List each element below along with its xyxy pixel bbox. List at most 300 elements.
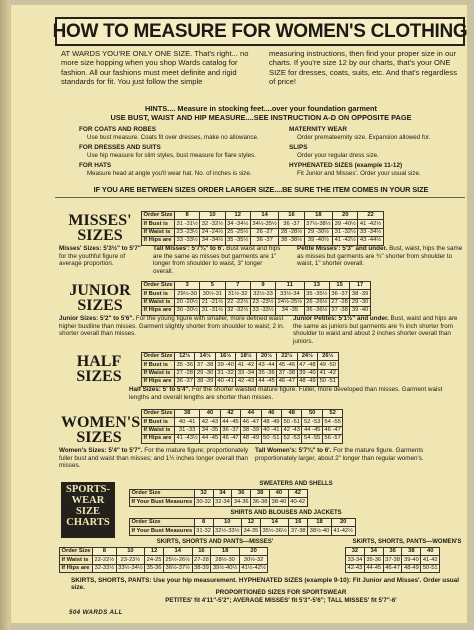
- size-cell: 35½-36½: [262, 527, 287, 534]
- label-line: SPORTS-: [66, 484, 110, 495]
- size-cell: 36½-37½: [165, 564, 190, 571]
- category-body: Fit Junior and Misses'. Order your usual size.: [297, 169, 421, 177]
- womens-desc: [59, 447, 249, 470]
- row-label: Order Size: [143, 212, 173, 219]
- size-cell: 25 -25½: [227, 228, 249, 235]
- row-label: 42-43: [347, 564, 363, 571]
- size-cell: 49 -50: [319, 361, 336, 368]
- desc-text: For the young figure with smaller, more defined waist higher bustline than misses. Garment slightly shorter from shoulder to waist; 2 in. shorter overall than misses.: [59, 315, 285, 338]
- size-cell: 31 -33: [175, 426, 200, 434]
- size-cell: 34 -34½: [227, 220, 249, 227]
- size-cell: 35 -36: [258, 369, 275, 376]
- size-cell: 31 -31½: [176, 220, 198, 227]
- row-label: Order Size: [130, 519, 195, 527]
- womens-label: [61, 414, 141, 446]
- size-cell: 14: [164, 548, 193, 556]
- size-cell: 9: [250, 282, 275, 290]
- size-cell: 34-35: [243, 527, 259, 534]
- row-label: Order Size: [130, 490, 195, 498]
- label-line: CHARTS: [66, 517, 110, 528]
- size-cell: 39-40: [403, 556, 419, 563]
- size-cell: 50 -51: [283, 418, 300, 425]
- size-cell: 7: [225, 282, 250, 290]
- size-cell: 38-40: [271, 498, 287, 505]
- size-cell: 10: [200, 212, 225, 220]
- size-cell: 32-34: [215, 498, 230, 505]
- size-cell: 37-38: [385, 556, 400, 563]
- desc-text: Bust, waist and hips are the same as juniors but garments are ¾ inch shorter from shoulder to waist and about 2 inches shorter overall than juniors.: [293, 315, 458, 346]
- womens-size-table: [141, 409, 343, 444]
- table-row: [142, 361, 339, 369]
- row-label: Order Size: [143, 282, 173, 289]
- size-cell: 34½-35½: [252, 220, 277, 227]
- size-cell: 14½: [195, 353, 215, 361]
- category-body: Order premateernity size. Expansion allowed for.: [297, 133, 431, 141]
- size-cell: 36 -37: [279, 220, 304, 228]
- size-cell: 26 -27: [250, 228, 279, 236]
- size-cell: 23 -23½: [252, 298, 274, 305]
- size-cell: 33 -33½: [176, 237, 198, 244]
- size-cell: 42: [220, 410, 240, 418]
- size-cell: 12: [242, 519, 261, 527]
- size-cell: 37 -38: [196, 361, 214, 368]
- size-cell: 41 -42½: [359, 220, 382, 227]
- size-cell: 48-49: [403, 564, 419, 571]
- row-label: If Your Bust Measures: [131, 498, 193, 505]
- size-cell: 13: [304, 282, 329, 290]
- shirts-table: [129, 518, 356, 536]
- size-cell: 41-42: [422, 556, 438, 563]
- size-cell: 11: [276, 282, 305, 290]
- row-label: If Bust is: [142, 220, 175, 228]
- tall-womens-desc: [255, 447, 463, 462]
- size-cell: 20: [331, 519, 355, 527]
- row-label: 32: [346, 548, 365, 556]
- size-cell: 40 -41: [217, 378, 234, 385]
- size-cell: 39 -40½: [334, 220, 356, 227]
- divider: [55, 197, 465, 198]
- size-cell: 46 -47: [222, 435, 239, 442]
- size-cell: 46 -47: [324, 426, 341, 433]
- table-row: [142, 237, 384, 245]
- category-heading: FOR DRESSES AND SUITS: [79, 144, 161, 152]
- size-cell: 30 -30½: [176, 307, 198, 314]
- size-cell: 50: [302, 410, 322, 418]
- size-cell: 35 -36: [176, 361, 193, 368]
- sportswear-label: [61, 482, 115, 538]
- size-cell: 31½-32: [225, 290, 250, 298]
- size-cell: 30½-31: [200, 290, 225, 298]
- row-label: If Waist is: [142, 228, 175, 236]
- table-header-row: [346, 548, 440, 556]
- size-cell: 31 -31½: [201, 307, 224, 314]
- label-line: HALF: [76, 353, 122, 370]
- size-cell: 42: [288, 490, 307, 498]
- size-cell: 38-39: [194, 564, 209, 571]
- half-size-table: [141, 352, 339, 387]
- size-cell: 34 -34½: [201, 237, 224, 244]
- size-cell: 26½: [318, 353, 338, 361]
- row-label: 33-34: [347, 556, 363, 563]
- size-cell: 30-32: [196, 498, 211, 505]
- size-cell: 3: [175, 282, 200, 290]
- size-cell: 16: [192, 548, 211, 556]
- label-line: SIZE: [76, 506, 100, 517]
- size-cell: 38 -39: [196, 378, 214, 385]
- size-cell: 36: [383, 548, 402, 556]
- size-cell: 23-23½: [116, 556, 145, 564]
- size-cell: 27 -28: [176, 369, 193, 376]
- size-cell: 8: [93, 548, 117, 556]
- desc-text: For the mature figure. Garments proportionately larger, about 2" longer than regular women's.: [255, 447, 424, 462]
- size-cell: 29½-30: [175, 290, 200, 298]
- desc-text: Bust, waist, hips the same as misses but garments are ¾" shorter from shoulder to waist, 1" shorter overall.: [297, 245, 463, 268]
- table-header-row: [142, 410, 343, 418]
- label-line: JUNIOR: [69, 282, 131, 299]
- size-cell: 52 -53: [303, 418, 321, 425]
- catalog-page: [10, 4, 468, 624]
- size-cell: 38: [175, 410, 200, 418]
- size-cell: 10: [116, 548, 145, 556]
- size-cell: 41 -42: [237, 361, 255, 368]
- category-body: Measure head at angle you'll wear hat. No. of inches is size.: [87, 169, 252, 177]
- desc-text: for the youthful figure of average proportion.: [59, 252, 126, 268]
- table-row: [142, 418, 343, 426]
- size-cell: 56 -57: [324, 435, 341, 442]
- desc-bold: Tall Misses': 5'7¾" to 6'.: [153, 245, 225, 252]
- size-cell: 14: [250, 212, 279, 220]
- table-header-row: [130, 519, 356, 527]
- misses-size-table: [141, 211, 384, 246]
- size-cell: 33½-34: [276, 290, 305, 298]
- row-label: Order Size: [143, 353, 173, 360]
- desc-text: For the mature figure; proportionately fuller bust and waist than misses; and 1½ inches longer overall than misses.: [59, 447, 249, 470]
- size-cell: 52: [322, 410, 342, 418]
- desc-bold: Junior Petites: 5'1½" and under.: [293, 315, 389, 322]
- table-row: [142, 426, 343, 434]
- size-cell: 52 -53: [283, 435, 300, 442]
- size-cell: 40: [200, 410, 220, 418]
- size-cell: 22: [358, 212, 383, 220]
- size-cell: 20: [239, 548, 268, 556]
- size-cell: 42 -43: [283, 426, 300, 433]
- desc-bold: Misses' Sizes: 5'3½" to 5'7": [59, 245, 141, 252]
- size-cell: 36 -37: [222, 426, 239, 433]
- size-cell: 39 -40: [299, 369, 316, 376]
- size-cell: 23 -23½: [176, 228, 198, 235]
- size-cell: 24½-25½: [277, 298, 303, 305]
- size-cell: 24 -24½: [201, 228, 224, 235]
- label-line: SIZES: [77, 297, 123, 314]
- size-cell: 50 -51: [319, 378, 336, 385]
- table-row: [130, 498, 308, 506]
- table-row: [142, 228, 384, 236]
- size-cell: 36 -37: [176, 378, 193, 385]
- half-desc: [129, 386, 459, 401]
- row-label: If Hips are: [142, 307, 175, 315]
- size-cell: 33 -33½: [252, 307, 274, 314]
- table-row: [142, 378, 339, 386]
- size-cell: 28½-30: [211, 556, 240, 564]
- size-cell: 31 -32: [217, 369, 234, 376]
- category-heading: SLIPS: [289, 144, 308, 152]
- size-cell: 32 -32½: [201, 220, 224, 227]
- proportioned-sizes: PETITES' fit 4'11"-5'2"; AVERAGE MISSES' fit 5'3"-5'6"; TALL MISSES' fit 5'7"-6': [165, 597, 397, 604]
- size-cell: 34: [364, 548, 383, 556]
- size-cell: 24-25: [146, 556, 162, 563]
- table-header-row: [142, 353, 339, 361]
- junior-petites-desc: [293, 315, 465, 346]
- size-cell: 35 -35½: [306, 290, 328, 297]
- misses-label: [65, 213, 135, 243]
- size-cell: 36: [232, 490, 251, 498]
- row-label: If Hips are: [142, 435, 175, 443]
- size-cell: 24½: [297, 353, 317, 361]
- size-cell: 37½-38½: [306, 220, 331, 227]
- table-row: [60, 564, 268, 572]
- size-cell: 36 -36½: [306, 307, 328, 314]
- size-cell: 21 -21½: [201, 298, 224, 305]
- junior-desc: [59, 315, 287, 338]
- size-cell: 43 -44½: [359, 237, 382, 244]
- row-label: If Waist is: [142, 298, 175, 306]
- table-header-row: [142, 212, 384, 220]
- sportswear-note: SKIRTS, SHORTS, PANTS: Use your hip measurement. HYPHENATED SIZES (example 9-10): Fit Junior and Misses'. Order usual size.: [71, 577, 459, 591]
- row-label: If Bust is: [142, 361, 175, 369]
- size-cell: 40 -41: [263, 426, 280, 433]
- size-cell: 50-51: [422, 564, 438, 571]
- categories-left: [79, 126, 279, 180]
- tall-misses-desc: [153, 245, 281, 276]
- row-label: If Bust is: [142, 290, 175, 298]
- size-cell: 47 -48: [299, 361, 316, 368]
- table-row: [346, 564, 440, 572]
- desc-bold: Junior Sizes: 5'2" to 5'6".: [59, 315, 135, 322]
- size-cell: 42 -43: [237, 378, 255, 385]
- hints-line-1: HINTS.... Measure in stocking feet....over your foundation garment: [144, 104, 378, 113]
- size-cell: 31-32: [196, 527, 211, 534]
- skirts-misses-table: [59, 547, 268, 573]
- size-cell: 34 -35: [201, 426, 219, 433]
- category-body: Order your regular dress size.: [297, 151, 379, 159]
- table-row: [142, 435, 343, 443]
- size-cell: 40-42: [290, 498, 306, 505]
- size-cell: 18: [211, 548, 240, 556]
- size-cell: 41 -43½: [176, 435, 198, 442]
- size-cell: 35 -35½: [227, 237, 249, 244]
- size-cell: 38 -38½: [280, 237, 303, 244]
- label-line: SIZES: [76, 368, 122, 385]
- category-body: Use hip measure for slim styles, bust measure for flare styles.: [87, 151, 256, 159]
- shirts-title: SHIRTS AND BLOUSES AND JACKETS: [230, 510, 342, 516]
- table-row: [346, 556, 440, 564]
- size-cell: 18: [304, 212, 333, 220]
- size-cell: 39 -40: [351, 307, 369, 314]
- size-cell: 35-36: [366, 556, 382, 563]
- size-cell: 54 -55: [303, 435, 321, 442]
- size-cell: 38 -39: [242, 426, 260, 433]
- size-cell: 44 -45: [222, 418, 239, 425]
- table-header-row: [130, 490, 308, 498]
- size-cell: 8: [194, 519, 213, 527]
- size-cell: 38½-40: [309, 527, 330, 534]
- table-row: [142, 220, 384, 228]
- size-cell: 36 -37: [331, 290, 348, 297]
- size-cell: 25½-26½: [165, 556, 190, 563]
- proportioned-heading: PROPORTIONED SIZES FOR SPORTSWEAR: [215, 589, 347, 596]
- row-label: If Waist is: [142, 369, 175, 377]
- size-cell: 26 -26½: [306, 298, 328, 305]
- size-cell: 10: [213, 519, 242, 527]
- page-footer: 504 WARDS ALL: [69, 609, 123, 616]
- table-row: [142, 369, 339, 377]
- size-cell: 40 -41: [175, 418, 200, 426]
- page-title: HOW TO MEASURE FOR WOMEN'S CLOTHING: [55, 17, 465, 46]
- desc-bold: Half Sizes: 5' to 5'4".: [129, 386, 191, 393]
- size-cell: 44: [241, 410, 261, 418]
- table-header-row: [60, 548, 268, 556]
- size-cell: 32½-33½: [215, 527, 240, 534]
- size-cell: 12: [225, 212, 250, 220]
- size-cell: 44 -45: [201, 435, 219, 442]
- size-cell: 46 -47: [242, 418, 260, 425]
- size-cell: 39½-40½: [212, 564, 238, 571]
- row-label: If Your Bust Measures: [131, 527, 193, 534]
- size-cell: 33½-34½: [118, 564, 143, 571]
- size-cell: 32 -32½: [227, 307, 249, 314]
- size-cell: 44-45: [366, 564, 382, 571]
- intro-right: measuring instructions, then find your proper size in our charts. If you're size 12 by our charts, that's your ONE SIZE for dresses, coats, suits, etc. And that's regardless of price!: [269, 49, 458, 86]
- size-cell: 36-38: [252, 498, 268, 505]
- size-cell: 41 -42½: [334, 237, 356, 244]
- size-cell: 16: [279, 212, 304, 220]
- row-label: Order Size: [143, 410, 173, 417]
- size-cell: 12: [145, 548, 164, 556]
- size-cell: 40: [421, 548, 440, 556]
- row-label: If Hips are: [142, 378, 175, 386]
- size-cell: 38: [251, 490, 270, 498]
- size-cell: 34-36: [233, 498, 249, 505]
- sweaters-title: SWEATERS AND SHELLS: [259, 481, 333, 487]
- hints-line-2: USE BUST, WAIST AND HIP MEASURE....SEE INSTRUCTION A-D ON OPPOSITE PAGE: [110, 113, 412, 123]
- desc-text: For the shorter waisted mature figure. Fuller, more developed than misses. Garment waist lengths and overall lengths are shorter than misses.: [129, 386, 443, 401]
- size-cell: 5: [200, 282, 225, 290]
- size-cell: 27 -28: [331, 298, 348, 305]
- row-label: If Hips are: [60, 564, 93, 572]
- page-spine: [0, 0, 10, 630]
- junior-label: [65, 283, 135, 313]
- size-cell: 54 -55: [324, 418, 341, 425]
- label-line: WEAR: [71, 495, 105, 506]
- size-cell: 29 -30: [196, 369, 214, 376]
- categories-right: [289, 126, 468, 180]
- size-cell: 18½: [236, 353, 256, 361]
- table-row: [130, 527, 356, 535]
- table-row: [142, 307, 371, 315]
- size-cell: 32-33½: [94, 564, 115, 571]
- size-cell: 29 -30: [351, 298, 369, 305]
- junior-size-table: [141, 281, 371, 316]
- row-label: If Bust is: [142, 418, 175, 426]
- desc-bold: Women's Sizes: 5'4" to 5'7".: [59, 447, 143, 454]
- size-cell: 32: [194, 490, 213, 498]
- size-cell: 12½: [175, 353, 195, 361]
- size-cell: 41½-42½: [241, 564, 266, 571]
- size-cell: 14: [260, 519, 289, 527]
- size-cell: 20: [333, 212, 358, 220]
- size-cell: 32½-33: [250, 290, 275, 298]
- intro-left: AT WARDS YOU'RE ONLY ONE SIZE. That's right... no more size hopping when you shop Wards catalog for fashion. All our fashions must meet definite and rigid standards for fit. You just follow the simple: [61, 49, 249, 86]
- table-row: [60, 556, 268, 564]
- size-cell: 42 -43: [201, 418, 219, 425]
- size-cell: 48 -49: [242, 435, 260, 442]
- size-cell: 37 -38: [331, 307, 348, 314]
- size-cell: 38: [402, 548, 421, 556]
- desc-bold: Tall Women's: 5'7¾" to 6'.: [255, 447, 332, 454]
- size-cell: 17: [350, 282, 370, 290]
- category-heading: FOR HATS: [79, 162, 112, 170]
- label-line: MISSES': [68, 212, 132, 229]
- size-cell: 22-22½: [94, 556, 115, 563]
- size-cell: 18: [308, 519, 332, 527]
- size-cell: 34 -35: [276, 307, 305, 315]
- hints: [61, 104, 461, 123]
- size-cell: 22½: [277, 353, 297, 361]
- size-cell: 43 -44: [258, 361, 275, 368]
- category-body: Use bust measure. Coats fit over dresses, make no allowance.: [87, 133, 259, 141]
- size-cell: 15: [329, 282, 349, 290]
- size-cell: 45 -46: [278, 361, 296, 368]
- size-cell: 39 -40: [217, 361, 234, 368]
- size-cell: 34: [213, 490, 232, 498]
- size-cell: 20 -20½: [176, 298, 198, 305]
- size-cell: 50 -51: [263, 435, 280, 442]
- size-cell: 33 -34: [237, 369, 255, 376]
- size-cell: 30½-32: [239, 556, 268, 564]
- size-cell: 29 -30½: [304, 228, 333, 236]
- misses-desc: [59, 245, 143, 268]
- row-label: If Hips are: [142, 237, 175, 245]
- size-cell: 27-28: [194, 556, 209, 563]
- label-line: SIZES: [77, 227, 123, 244]
- size-cell: 48 -49: [263, 418, 280, 425]
- table-header-row: [142, 282, 371, 290]
- size-cell: 41 -42: [319, 369, 336, 376]
- half-label: [69, 354, 129, 384]
- size-cell: 28 -28½: [280, 228, 303, 235]
- size-cell: 48 -49: [299, 378, 316, 385]
- row-label: If Waist is: [142, 426, 175, 434]
- size-cell: 37 -38: [278, 369, 296, 376]
- size-cell: 31 -32½: [334, 228, 356, 235]
- table-row: [142, 298, 371, 306]
- size-cell: 35-36: [146, 564, 162, 571]
- size-cell: 38 -39: [351, 290, 369, 297]
- size-cell: 46 -47: [278, 378, 296, 385]
- category-heading: HYPHENATED SIZES (example 11-12): [289, 162, 403, 170]
- size-cell: 40: [269, 490, 288, 498]
- label-line: SIZES: [76, 429, 122, 446]
- size-cell: 36 -37: [250, 237, 279, 245]
- size-cell: 16½: [215, 353, 235, 361]
- size-cell: 8: [175, 212, 200, 220]
- size-cell: 16: [289, 519, 308, 527]
- petite-misses-desc: [297, 245, 463, 268]
- size-cell: 44 -45: [303, 426, 321, 433]
- size-cell: 41-42½: [333, 527, 353, 534]
- desc-bold: Petite Misses': 5'3" and under.: [297, 245, 388, 252]
- between-sizes-note: IF YOU ARE BETWEEN SIZES ORDER LARGER SIZE....BE SURE THE ITEM COMES IN YOUR SIZE: [93, 185, 429, 194]
